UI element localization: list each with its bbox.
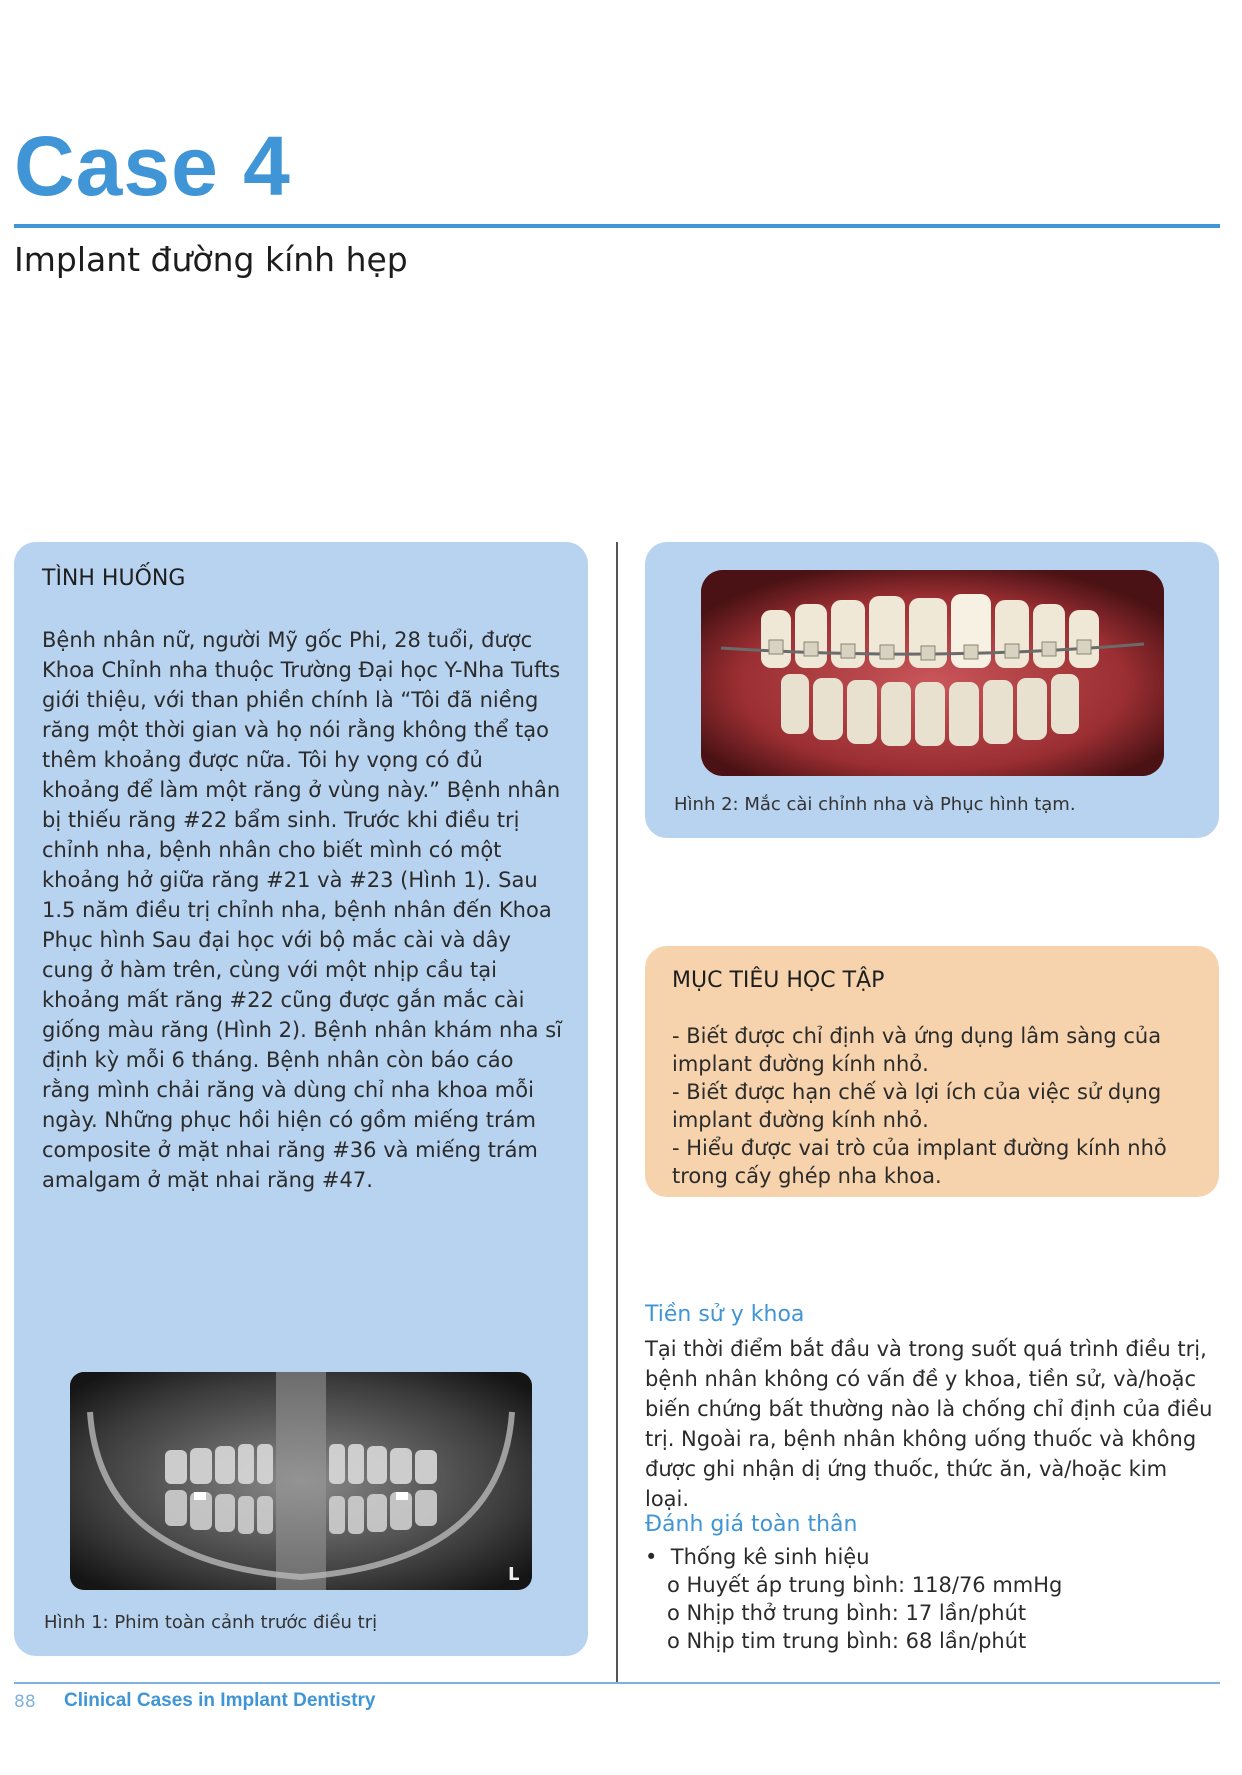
xray-side-marker: L bbox=[508, 1564, 520, 1585]
medical-history-text: Tại thời điểm bắt đầu và trong suốt quá trình điều trị, bệnh nhân không có vấn đề y khoa, tiền sử, và/hoặc biến chứng bất thường nào là chống chỉ định của điều trị. Ngoài ra, bệnh nhân không uống thuốc và không được ghi nhận dị ứng thuốc, thức ăn, và/hoặc kim loại. bbox=[645, 1337, 1213, 1511]
vital-signs-list bbox=[645, 1543, 1215, 1655]
objective-item: - Hiểu được vai trò của implant đường kính nhỏ trong cấy ghép nha khoa. bbox=[672, 1136, 1167, 1188]
column-divider bbox=[616, 542, 618, 1682]
objectives-heading: MỤC TIÊU HỌC TẬP bbox=[672, 968, 885, 993]
case-subtitle: Implant đường kính hẹp bbox=[14, 240, 408, 279]
vital-sign-item: o Huyết áp trung bình: 118/76 mmHg bbox=[667, 1573, 1063, 1597]
objective-item: - Biết được hạn chế và lợi ích của việc sử dụng implant đường kính nhỏ. bbox=[672, 1080, 1162, 1132]
vital-signs-bullet bbox=[645, 1543, 1215, 1571]
figure1-caption: Hình 1: Phim toàn cảnh trước điều trị bbox=[44, 1612, 378, 1633]
medical-history-heading: Tiền sử y khoa bbox=[645, 1302, 805, 1327]
intraoral-photo-image bbox=[701, 570, 1164, 776]
situation-text: Bệnh nhân nữ, người Mỹ gốc Phi, 28 tuổi, được Khoa Chỉnh nha thuộc Trường Đại học Y-Nha Tufts giới thiệu, với than phiền chính là “Tôi đã niềng răng một thời gian và họ nói rằng không thể tạo thêm khoảng được nữa. Tôi hy vọng có đủ khoảng để làm một răng ở vùng này.” Bệnh nhân bị thiếu răng #22 bẩm sinh. Trước khi điều trị chỉnh nha, bệnh nhân cho biết mình có một khoảng hở giữa răng #21 và #23 (Hình 1). Sau 1.5 năm điều trị chỉnh nha, bệnh nhân đến Khoa Phục hình Sau đại học với bộ mắc cài và dây cung ở hàm trên, cùng với một nhịp cầu tại khoảng mất răng #22 cũng được gắn mắc cài giống màu răng (Hình 2). Bệnh nhân khám nha sĩ định kỳ mỗi 6 tháng. Bệnh nhân còn báo cáo rằng mình chải răng và dùng chỉ nha khoa mỗi ngày. Những phục hồi hiện có gồm miếng trám composite ở mặt nhai răng #36 và miếng trám amalgam ở mặt nhai răng #47. bbox=[42, 628, 562, 1192]
systemic-assessment-heading: Đánh giá toàn thân bbox=[645, 1512, 858, 1537]
vital-signs-label: Thống kê sinh hiệu bbox=[670, 1545, 870, 1569]
intraoral-photo-drawing bbox=[701, 570, 1164, 776]
panoramic-xray-image bbox=[70, 1372, 532, 1590]
footer-rule bbox=[14, 1682, 1220, 1684]
panoramic-xray-drawing bbox=[70, 1372, 532, 1590]
title-rule bbox=[14, 224, 1220, 228]
vital-sign-item: o Nhịp tim trung bình: 68 lần/phút bbox=[667, 1629, 1027, 1653]
vital-sign-item: o Nhịp thở trung bình: 17 lần/phút bbox=[667, 1601, 1027, 1625]
figure2-caption: Hình 2: Mắc cài chỉnh nha và Phục hình tạm. bbox=[674, 794, 1076, 815]
objective-item: - Biết được chỉ định và ứng dụng lâm sàng của implant đường kính nhỏ. bbox=[672, 1024, 1162, 1076]
situation-heading: TÌNH HUỐNG bbox=[42, 566, 186, 591]
bullet-icon: • bbox=[645, 1545, 671, 1569]
case-title: Case 4 bbox=[14, 119, 291, 213]
objectives-list bbox=[672, 1022, 1192, 1190]
page-number: 88 bbox=[14, 1692, 36, 1712]
book-title: Clinical Cases in Implant Dentistry bbox=[64, 1690, 376, 1711]
